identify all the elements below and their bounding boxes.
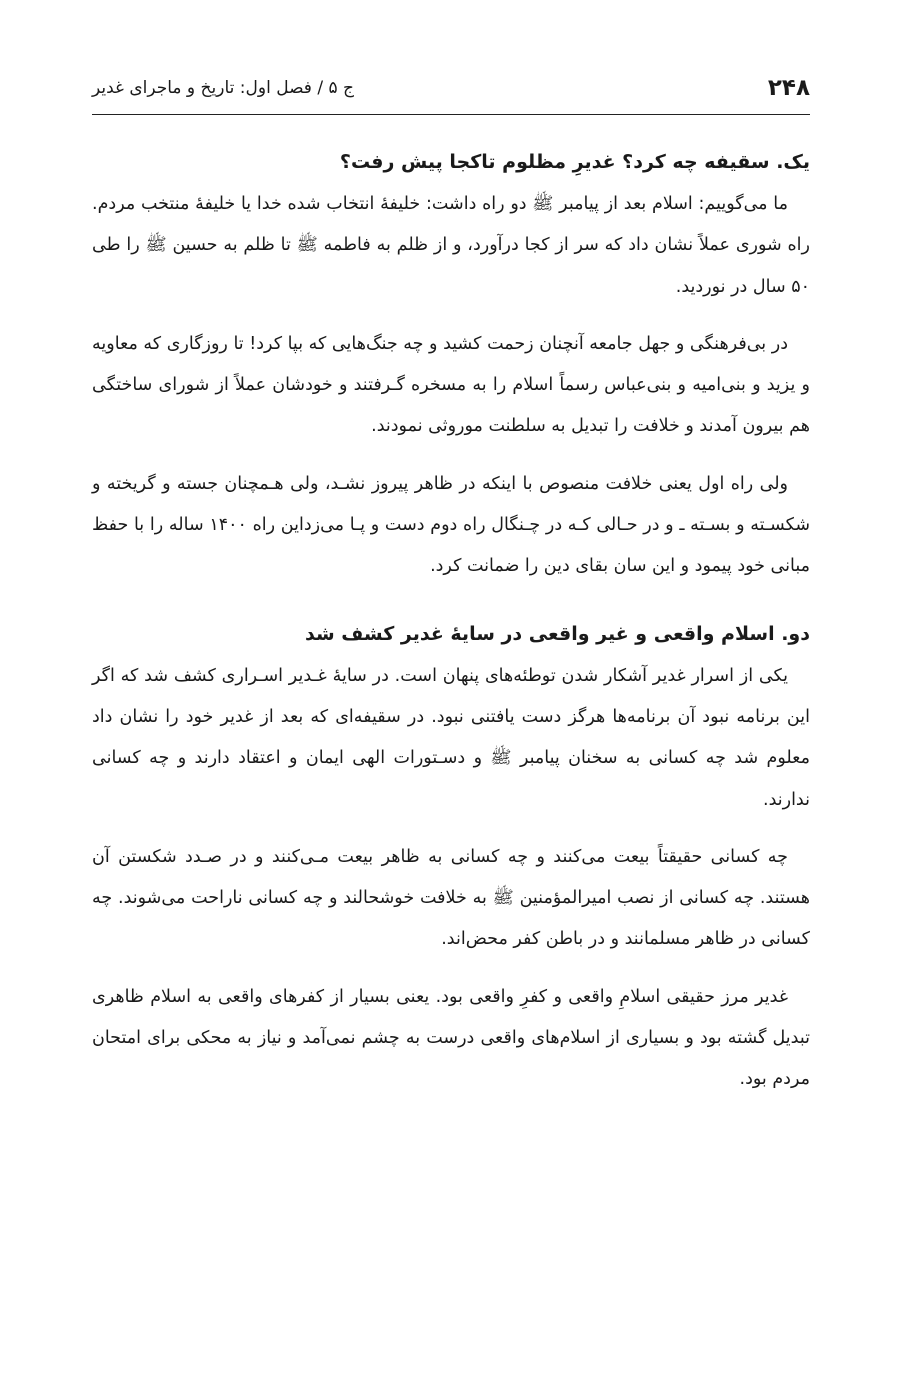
- section-two: [92, 612, 810, 1101]
- paragraph: چه کسانی حقیقتاً بیعت می‌کنند و چه کسانی به ظاهر بیعت مـی‌کنند و در صـدد شکستن آن هستند. چه کسانی از نصب امیرالمؤمنین ﷺ به خلافت خوشحالند و چه کسانی ناراحت می‌شوند. چه کسانی در ظاهر مسلمانند و در باطن کفر محض‌اند.: [92, 846, 810, 950]
- book-page: [92, 0, 810, 1390]
- section-one-heading: یک. سقیفه چه کرد؟ غدیرِ مظلوم تاکجا پیش رفت؟: [339, 151, 810, 173]
- paragraph: در بی‌فرهنگی و جهل جامعه آنچنان زحمت کشید و چه جنگ‌هایی که بپا کرد! تا روزگاری که معاویه و یزید و بنی‌امیه و بنی‌عباس رسماً اسلام را به مسخره گـرفتند و خودشان عملاً از شورای ساختگی هم بیرون آمدند و خلافت را تبدیل به سلطنت موروثی نمودند.: [92, 333, 810, 437]
- paragraph: ما می‌گوییم: اسلام بعد از پیامبر ﷺ دو راه داشت: خلیفهٔ انتخاب شده خدا یا خلیفهٔ منتخب مردم. راه شوری عملاً نشان داد که سر از کجا درآورد، و از ظلم به فاطمه ﷺ تا ظلم به حسین ﷺ را طی ۵۰ سال در نوردید.: [92, 194, 810, 297]
- section-two-heading: دو. اسلام واقعی و غیر واقعی در سایهٔ غدیر کشف شد: [304, 622, 810, 645]
- page-body: [92, 140, 810, 1117]
- paragraph: ولی راه اول یعنی خلافت منصوص با اینکه در ظاهر پیروز نشـد، ولی هـمچنان جسته و گریخته و شکسـته و بسـته ـ و در حـالی کـه در چـنگال راه دوم دست و پـا می‌زداین راه ۱۴۰۰ ساله را با حفظ مبانی خود پیمود و این سان بقای دین را ضمانت کرد.: [92, 473, 811, 577]
- paragraph: یکی از اسرار غدیر آشکار شدن توطئه‌های پنهان است. در سایهٔ غـدیر اسـراری کشف شد که اگر این برنامه نبود آن برنامه‌ها هرگز دست یافتنی نبود. در سقیفه‌ای که بعد از غدیر خود را نشان داد معلوم شد چه کسانی به سخنان پیامبر ﷺ و دسـتورات الهی ایمان و اعتقاد دارند و چه کسانی ندارند.: [92, 665, 810, 810]
- page-number: ۲۴۸: [767, 75, 810, 101]
- header-title: ج ۵ / فصل اول: تاریخ و ماجرای غدیر: [92, 78, 355, 98]
- paragraph: غدیر مرز حقیقی اسلامِ واقعی و کفرِ واقعی بود. یعنی بسیار از کفرهای واقعی به اسلام ظاهری تبدیل گشته بود و بسیاری از اسلام‌های واقعی درست به چشم نمی‌آمد و نیاز به محکی برای امتحان مردم بود.: [92, 986, 810, 1090]
- section-one: [92, 140, 810, 588]
- running-header: [92, 74, 810, 115]
